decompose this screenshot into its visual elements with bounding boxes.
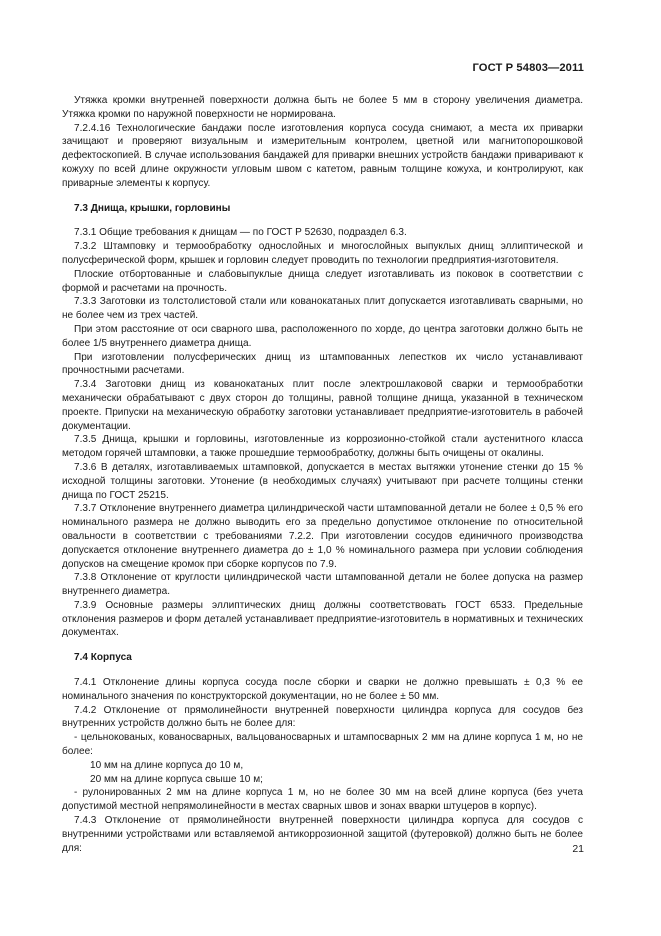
paragraph: 7.3.4 Заготовки днищ из кованокатаных плит после электрошлаковой сварки и термообработки механически обрабатывают с двух сторон до толщины, равной толщине днища, указанной в техническом проекте. Припуски на механическую обработку заготовки устанавливает предприятие-изготовитель в рабочей документации.: [62, 379, 583, 432]
document-code-header: ГОСТ Р 54803—2011: [472, 62, 584, 74]
document-body: [62, 94, 583, 855]
paragraph: - цельнокованых, кованосварных, вальцованосварных и штампосварных 2 мм на длине корпуса 1 м, но не более:: [62, 732, 583, 758]
paragraph: 7.3.1 Общие требования к днищам — по ГОСТ Р 52630, подраздел 6.3.: [74, 227, 407, 239]
paragraph: 7.3.3 Заготовки из толстолистовой стали или кованокатаных плит допускается изготавливать сварными, но не более чем из трех частей.: [62, 296, 583, 322]
paragraph: 7.4.1 Отклонение длины корпуса сосуда после сборки и сварки не должно превышать ± 0,3 % ее номинального значения по конструкторской документации, но не более ± 50 мм.: [62, 677, 583, 702]
section-heading-7-4: 7.4 Корпуса: [74, 652, 132, 664]
paragraph: При изготовлении полусферических днищ из штампованных лепестков их число устанавливают прочностными расчетами.: [62, 351, 583, 377]
paragraph: 7.4.3 Отклонение от прямолинейности внутренней поверхности цилиндра корпуса для сосудов с внутренними устройствами или вставляемой антикоррозионной защитой (футеровкой) должно быть не более для:: [62, 815, 583, 854]
paragraph: При этом расстояние от оси сварного шва, расположенного по хорде, до центра заготовки должно быть не более 1/5 внутреннего диаметра днища.: [62, 323, 583, 349]
paragraph: 7.3.8 Отклонение от круглости цилиндрической части штампованной детали не более допуска на размер внутреннего диаметра.: [62, 572, 583, 598]
paragraph: 7.4.2 Отклонение от прямолинейности внутренней поверхности цилиндра корпуса для сосудов без внутренних устройств должно быть не более для:: [62, 704, 583, 730]
paragraph: 7.3.6 В деталях, изготавливаемых штамповкой, допускается в местах вытяжки утонение стенки до 15 % исходной толщины заготовки. Утонение (в необходимых случаях) учитывают при расчете толщины стенки днища по ГОСТ 25215.: [62, 461, 583, 501]
page-number: 21: [572, 843, 584, 855]
paragraph: 10 мм на длине корпуса до 10 м,: [90, 759, 244, 771]
paragraph: 7.3.2 Штамповку и термообработку однослойных и многослойных выпуклых днищ эллиптической и полусферической форм, крышек и горловин следует проводить по технологии предприятия-изготовителя.: [62, 241, 583, 266]
section-heading-7-3: 7.3 Днища, крышки, горловины: [74, 202, 231, 214]
paragraph: 7.2.4.16 Технологические бандажи после изготовления корпуса сосуда снимают, а места их приварки зачищают и проверяют визуальным и измерительным контролем, цветной или магнитопорошковой дефектоскопией. В случае использования бандажей для приварки внешних устройств бандажи приваривают к кожуху по всей длине окружности угловым швом с катетом, равным толщине кожуха, и контролируют, как приварные элементы к корпусу.: [62, 122, 583, 189]
paragraph: 20 мм на длине корпуса свыше 10 м;: [90, 773, 263, 785]
paragraph: - рулонированных 2 мм на длине корпуса 1 м, но не более 30 мм на всей длине корпуса (без учета допустимой местной непрямолинейности в местах сварных швов и зонах вварки штуцеров в корпус).: [62, 787, 583, 813]
paragraph: 7.3.7 Отклонение внутреннего диаметра цилиндрической части штампованной детали не более ± 0,5 % его номинального размера не должно выводить его за предельно допустимое отклонение по относительной овальности в соответствии с требованиями 7.2.2. При изготовлении сосудов единичного производства допускается отклонение внутреннего диаметра до ± 1,0 % номинального размера при условии соблюдения допусков на смещение кромок при сборке корпусов по 7.9.: [62, 503, 583, 570]
paragraph: Плоские отбортованные и слабовыпуклые днища следует изготавливать из поковок в соответствии с формой и расчетами на прочность.: [62, 268, 583, 294]
paragraph: 7.3.5 Днища, крышки и горловины, изготовленные из коррозионно-стойкой стали аустенитного класса методом горячей штамповки, а также прошедшие термообработку, должны быть очищены от окалины.: [62, 434, 583, 460]
paragraph: Утяжка кромки внутренней поверхности должна быть не более 5 мм в сторону увеличения диаметра. Утяжка кромки по наружной поверхности не нормирована.: [62, 95, 583, 120]
paragraph: 7.3.9 Основные размеры эллиптических днищ должны соответствовать ГОСТ 6533. Предельные отклонения размеров и форм деталей устанавливает предприятие-изготовитель в нормативных и технических документах.: [62, 599, 583, 639]
